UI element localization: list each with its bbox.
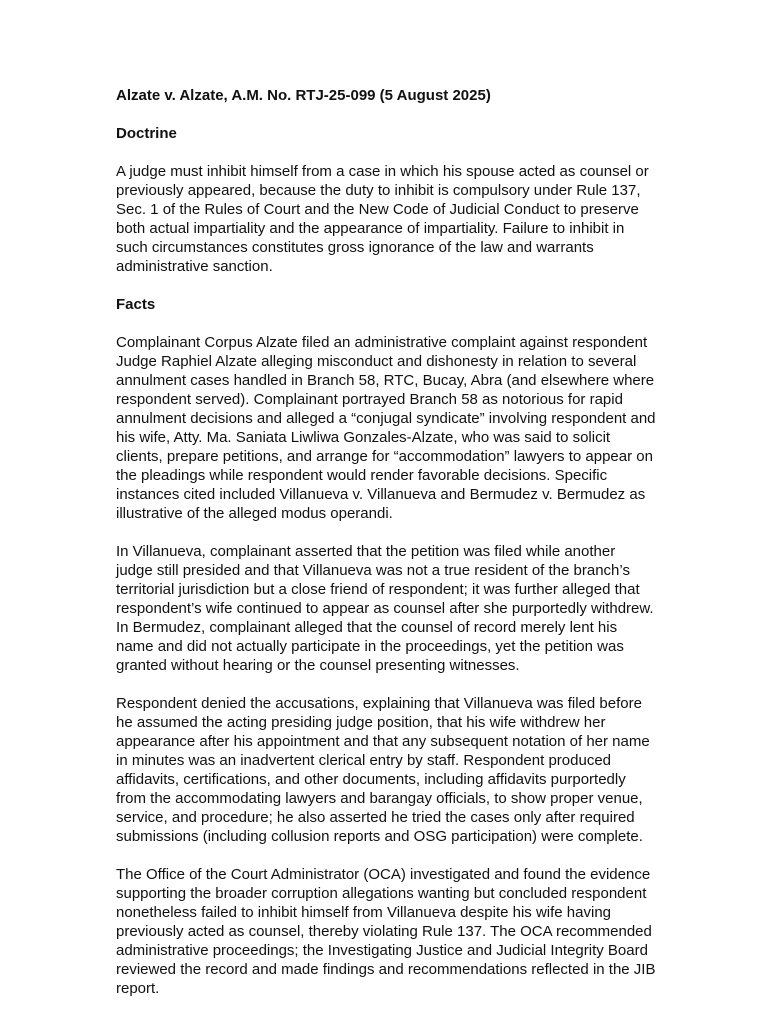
doctrine-paragraph: A judge must inhibit himself from a case in which his spouse acted as counsel or previously appeared, because the duty to inhibit is compulsory under Rule 137, Sec. 1 of the Rules of Court and the New Code of Judicial Conduct to preserve both actual impartiality and the appearance of impartiality. Failure to inhibit in such circumstances constitutes gross ignorance of the law and warrants administrative sanction. [116, 163, 649, 275]
facts-paragraph-1: Complainant Corpus Alzate filed an administrative complaint against respondent Judge Raphiel Alzate alleging misconduct and dishonesty in relation to several annulment cases handled in Branch 58, RTC, Bucay, Abra (and elsewhere where respondent served). Complainant portrayed Branch 58 as notorious for rapid annulment decisions and alleged a “conjugal syndicate” involving respondent and his wife, Atty. Ma. Saniata Liwliwa Gonzales-Alzate, who was said to solicit clients, prepare petitions, and arrange for “accommodation” lawyers to appear on the pleadings while respondent would render favorable decisions. Specific instances cited included Villanueva v. Villanueva and Bermudez v. Bermudez as illustrative of the alleged modus operandi. [116, 334, 656, 522]
doctrine-heading: Doctrine [116, 125, 177, 142]
case-title: Alzate v. Alzate, A.M. No. RTJ-25-099 (5 August 2025) [116, 87, 491, 104]
facts-paragraph-3: Respondent denied the accusations, explaining that Villanueva was filed before he assumed the acting presiding judge position, that his wife withdrew her appearance after his appointment and that any subsequent notation of her name in minutes was an inadvertent clerical entry by staff. Respondent produced affidavits, certifications, and other documents, including affidavits purportedly from the accommodating lawyers and barangay officials, to show proper venue, service, and procedure; he also asserted he tried the cases only after required submissions (including collusion reports and OSG participation) were complete. [116, 695, 650, 845]
facts-paragraph-4: The Office of the Court Administrator (OCA) investigated and found the evidence supporting the broader corruption allegations wanting but concluded respondent nonetheless failed to inhibit himself from Villanueva despite his wife having previously acted as counsel, thereby violating Rule 137. The OCA recommended administrative proceedings; the Investigating Justice and Judicial Integrity Board reviewed the record and made findings and recommendations reflected in the JIB report. [116, 866, 656, 997]
facts-paragraph-2: In Villanueva, complainant asserted that the petition was filed while another judge still presided and that Villanueva was not a true resident of the branch’s territorial jurisdiction but a close friend of respondent; it was further alleged that respondent’s wife continued to appear as counsel after she purportedly withdrew. In Bermudez, complainant alleged that the counsel of record merely lent his name and did not actually participate in the proceedings, yet the petition was granted without hearing or the counsel presenting witnesses. [116, 543, 654, 674]
document-page [116, 86, 656, 1017]
facts-heading: Facts [116, 296, 156, 313]
